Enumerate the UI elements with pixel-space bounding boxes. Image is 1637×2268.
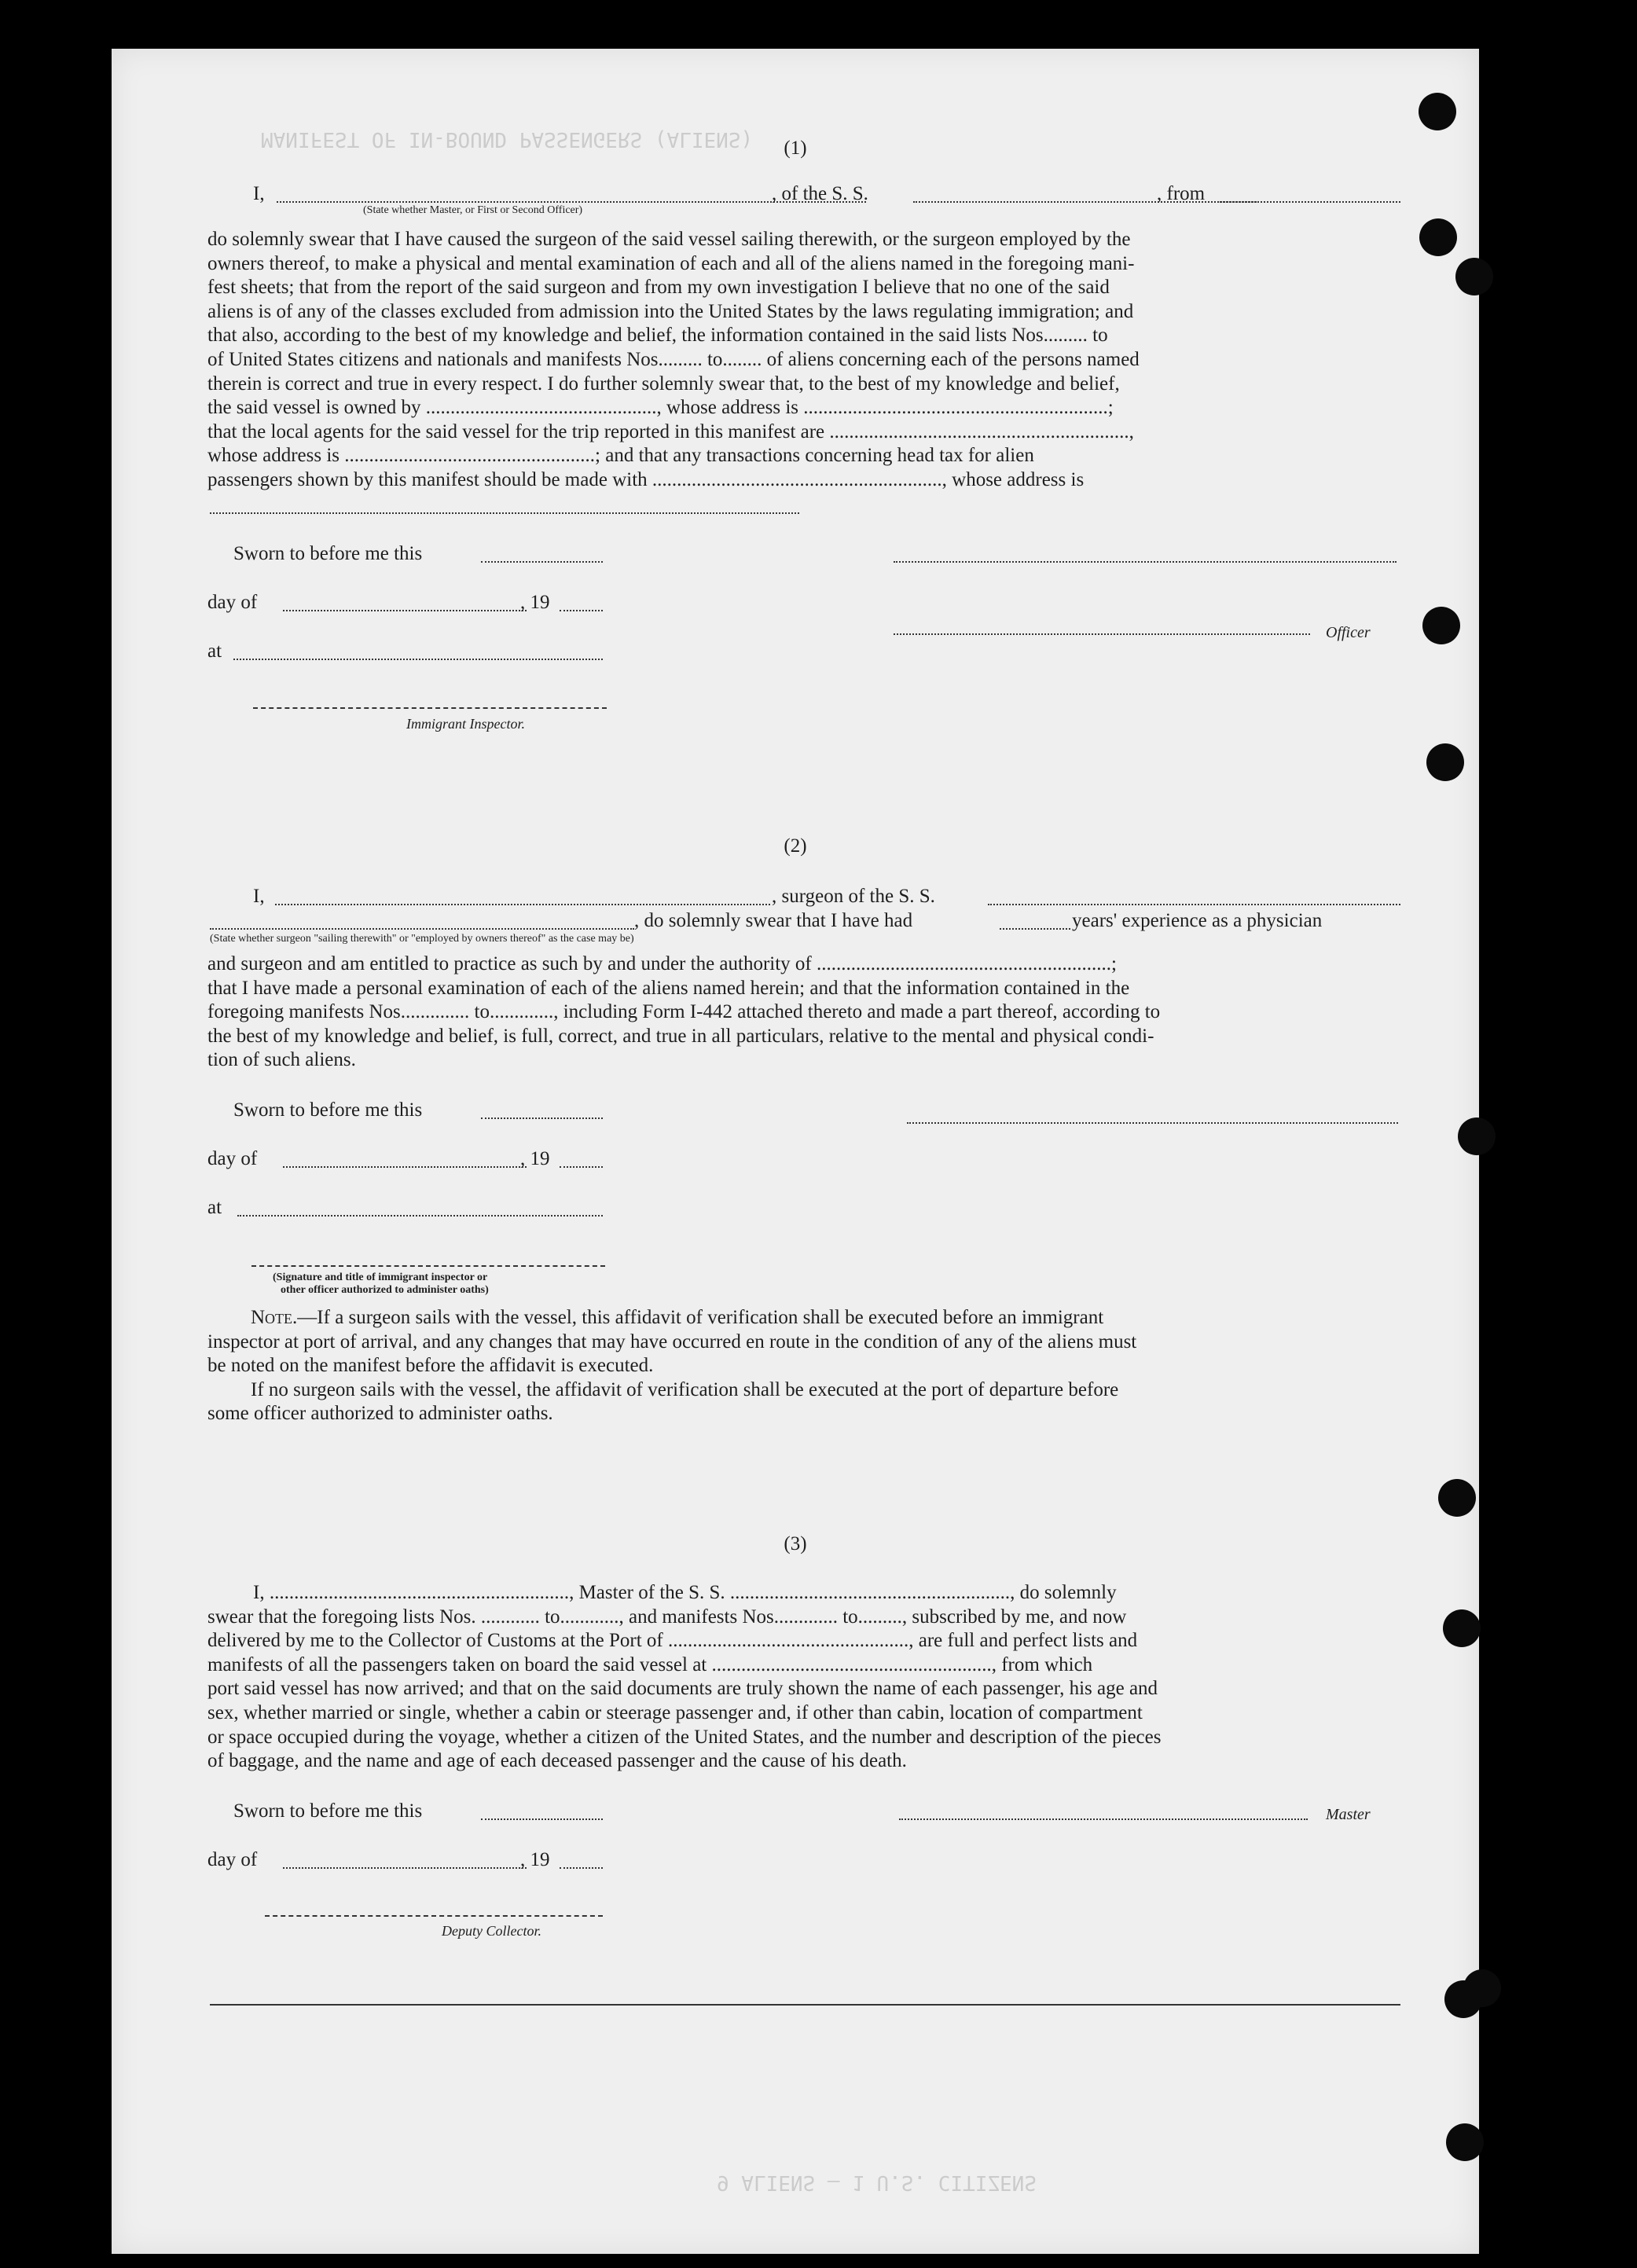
section-1-body: [207, 228, 1400, 493]
section-1-body-line: passengers shown by this manifest should be made with ..........................................................., whose address is: [207, 468, 1085, 490]
section-2-swear: , do solemnly swear that I have had: [634, 910, 913, 931]
section-1-body-line: do solemnly swear that I have caused the surgeon of the said vessel sailing therewith, or the surgeon employed by the: [207, 229, 1131, 250]
sworn-date-blank: [481, 561, 603, 563]
years-blank: [1000, 928, 1070, 930]
sig-note-2: other officer authorized to administer oaths): [281, 1284, 489, 1296]
ship-name-blank: [913, 201, 1259, 203]
section-2-body-line: foregoing manifests Nos.............. to............., including Form I-442 attached thereto and made a part thereof, according to: [207, 1001, 1161, 1023]
manifest-page: [112, 49, 1479, 2254]
officer-label: Officer: [1326, 624, 1371, 641]
at-blank: [233, 659, 603, 660]
section-2-number: (2): [784, 835, 807, 857]
punch-hole: [1438, 1479, 1476, 1517]
section-2-at: at: [207, 1197, 222, 1218]
section-1-year: , 19: [520, 592, 550, 613]
section-1-ship-label: , of the S. S.: [772, 183, 868, 204]
surgeon-ship-blank: [988, 904, 1400, 905]
section-1-body-line: of United States citizens and nationals and manifests Nos......... to........ of aliens concerning each of the persons named: [207, 348, 1140, 370]
section-3-body: [207, 1581, 1400, 1774]
collector-label: Deputy Collector.: [442, 1923, 541, 1939]
section-2-experience: years' experience as a physician: [1072, 910, 1323, 931]
section-1-body-line: whose address is ...................................................; and that any transactions concerning head tax for alien: [207, 445, 1034, 467]
section-1-body-line: aliens is of any of the classes excluded from admission into the United States by the laws regulating immigration; and: [207, 300, 1134, 322]
section-2-body-line: tion of such aliens.: [207, 1049, 356, 1071]
inspector-signature-line-2: [251, 1265, 605, 1267]
note-line-1: [207, 1306, 1400, 1330]
punch-hole: [1419, 218, 1457, 256]
punch-hole: [1463, 1969, 1501, 2007]
day-blank-2: [283, 1166, 527, 1168]
officer-title-blank: [894, 633, 1310, 635]
master-label: Master: [1326, 1806, 1371, 1823]
section-3-day-of: day of: [207, 1849, 258, 1870]
sworn-date-blank-3: [481, 1818, 603, 1820]
day-blank-3: [283, 1867, 527, 1869]
bleed-through-text: MANIFEST OF IN-BOUND PASSENGERS (ALIENS): [261, 127, 754, 151]
note-text: be noted on the manifest before the affidavit is executed.: [207, 1355, 654, 1377]
section-3-body-line: I, ............................................................., Master of the S. S. ........................................................., do solemnly: [253, 1582, 1117, 1603]
officer-signature-blank: [894, 561, 1397, 563]
year-blank-2: [560, 1166, 603, 1168]
inspector-signature-line: [253, 707, 607, 709]
punch-hole: [1446, 2123, 1484, 2161]
section-2-body-line: that I have made a personal examination of each of the aliens named herein; and that the information contained in the: [207, 977, 1130, 999]
punch-hole: [1419, 93, 1456, 130]
day-blank: [283, 610, 527, 611]
surgeon-name-blank: [275, 904, 770, 905]
section-2-year: , 19: [520, 1148, 550, 1169]
section-3-body-line: manifests of all the passengers taken on board the said vessel at ........................................................., from which: [207, 1653, 1093, 1675]
note-label: Note.: [251, 1307, 298, 1328]
section-1-body-line: fest sheets; that from the report of the said surgeon and from my own investigation I believe that no one of the said: [207, 277, 1110, 299]
section-3-sworn: Sworn to before me this: [233, 1800, 423, 1822]
section-2-day-of: day of: [207, 1148, 258, 1169]
year-blank-3: [560, 1867, 603, 1869]
bottom-rule: [210, 2004, 1400, 2006]
section-3-body-line: or space occupied during the voyage, whether a citizen of the United States, and the number and description of the pieces: [207, 1726, 1162, 1748]
section-2-surgeon-label: , surgeon of the S. S.: [772, 886, 935, 907]
master-signature-blank: [899, 1818, 1308, 1820]
address-blank: [210, 512, 799, 514]
note-block: [207, 1306, 1400, 1426]
section-1-day-of: day of: [207, 592, 258, 613]
section-3-body-line: sex, whether married or single, whether a cabin or steerage passenger and, if other than cabin, location of compartment: [207, 1701, 1143, 1723]
section-1-number: (1): [784, 138, 807, 159]
section-3-year: , 19: [520, 1849, 550, 1870]
surgeon-status-blank: [210, 928, 634, 930]
section-1-body-line: that also, according to the best of my knowledge and belief, the information contained in the said lists Nos......... to: [207, 325, 1108, 347]
note-text: inspector at port of arrival, and any changes that may have occurred en route in the condition of any of the aliens must: [207, 1330, 1137, 1352]
punch-hole: [1443, 1609, 1481, 1647]
section-1-body-line: therein is correct and true in every respect. I do further solemnly swear that, to the best of my knowledge and belief,: [207, 372, 1120, 395]
sig-note-1: (Signature and title of immigrant inspector or: [273, 1272, 488, 1283]
section-1-sworn: Sworn to before me this: [233, 543, 423, 564]
punch-hole: [1458, 1117, 1496, 1155]
section-2-sworn: Sworn to before me this: [233, 1099, 423, 1121]
section-2-i: I,: [253, 886, 265, 907]
inspector-label: Immigrant Inspector.: [406, 716, 525, 732]
punch-hole: [1455, 258, 1493, 295]
from-port-blank: [1220, 201, 1400, 203]
note-text: If no surgeon sails with the vessel, the affidavit of verification shall be executed at the port of departure before: [251, 1378, 1119, 1400]
year-blank: [560, 610, 603, 611]
section-1-at: at: [207, 640, 222, 662]
collector-signature-line: [265, 1915, 603, 1917]
punch-hole: [1422, 607, 1460, 644]
sworn-date-blank-2: [481, 1117, 603, 1119]
note-text: some officer authorized to administer oaths.: [207, 1403, 553, 1425]
section-1-body-line: that the local agents for the said vessel for the trip reported in this manifest are .............................................................,: [207, 420, 1134, 442]
section-2-body-line: the best of my knowledge and belief, is full, correct, and true in all particulars, relative to the mental and physical condi-: [207, 1025, 1154, 1047]
section-3-body-line: of baggage, and the name and age of each deceased passenger and the cause of his death.: [207, 1750, 907, 1772]
note-text: —If a surgeon sails with the vessel, this affidavit of verification shall be executed before an immigrant: [297, 1307, 1104, 1328]
bleed-through-footer: 9 ALIENS — 1 U.S. CITIZENS: [717, 2171, 1037, 2194]
section-1-body-line: owners thereof, to make a physical and mental examination of each and all of the aliens named in the foregoing mani-: [207, 252, 1135, 274]
section-1-from-label: , from: [1157, 183, 1206, 204]
punch-hole: [1426, 743, 1464, 781]
section-1-i: I,: [253, 183, 265, 204]
section-2-sub-note: (State whether surgeon "sailing therewith" or "employed by owners thereof" as the case may be): [210, 933, 634, 945]
section-3-body-line: swear that the foregoing lists Nos. ............ to............, and manifests Nos............. to........., subscribed by me, and now: [207, 1606, 1127, 1628]
section-1-sub-note: (State whether Master, or First or Second Officer): [363, 204, 583, 216]
section-2-body: [207, 952, 1400, 1073]
section-3-body-line: delivered by me to the Collector of Customs at the Port of ................................................., are full and perfect lists and: [207, 1630, 1138, 1652]
section-1-body-line: the said vessel is owned by ..............................................., whose address is ..............................................................;: [207, 397, 1114, 419]
at-blank-2: [237, 1215, 603, 1217]
section-3-body-line: port said vessel has now arrived; and that on the said documents are truly shown the name of each passenger, his age and: [207, 1678, 1158, 1700]
section-2-body-line: and surgeon and am entitled to practice as such by and under the authority of ............................................................;: [207, 953, 1117, 974]
section-3-number: (3): [784, 1533, 807, 1554]
surgeon-signature-blank: [907, 1122, 1398, 1124]
